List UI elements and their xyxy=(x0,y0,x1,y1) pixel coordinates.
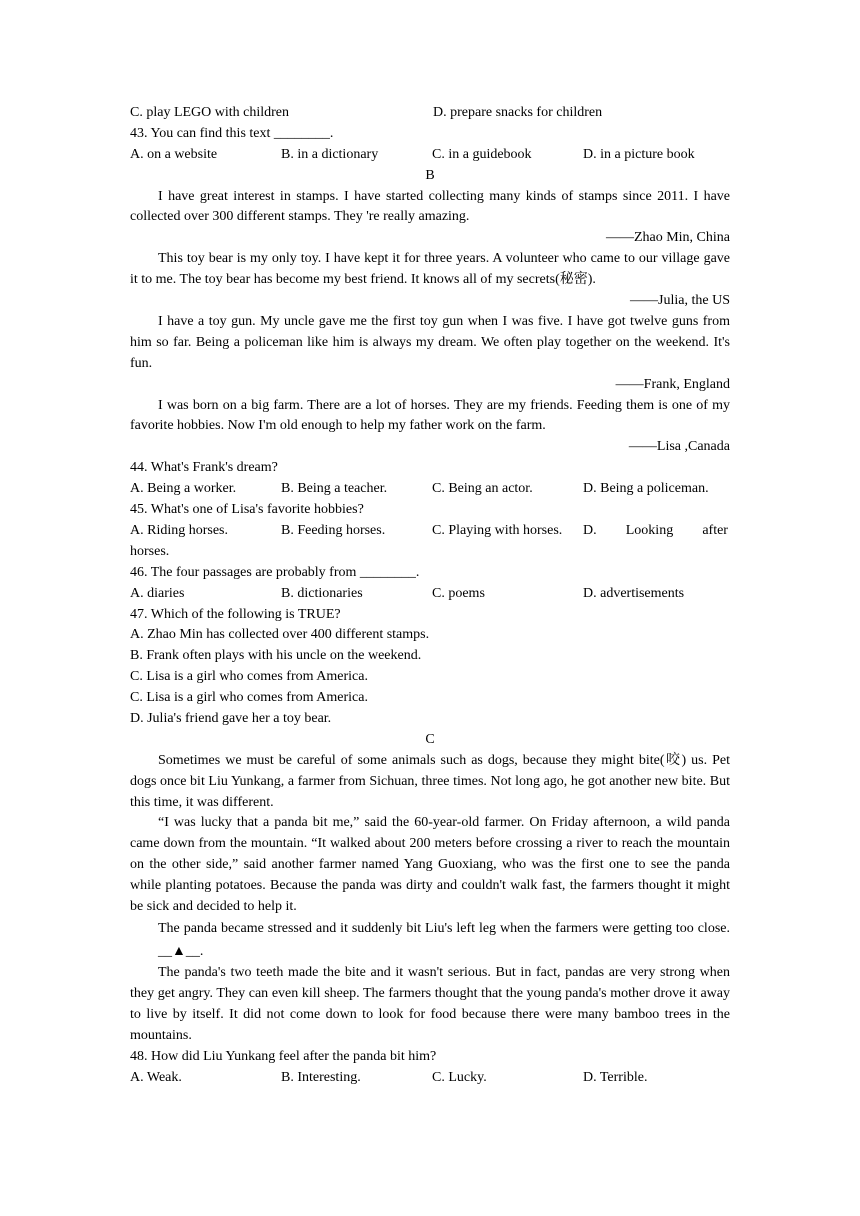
passage-julia: This toy bear is my only toy. I have kept it for three years. A volunteer who came to our village gave it to me. The toy bear has become my best friend. It knows all of my secrets(秘密). xyxy=(130,251,730,288)
q45-options xyxy=(130,521,730,542)
option-d: D. prepare snacks for children xyxy=(433,105,603,120)
q47-question: 47. Which of the following is TRUE? xyxy=(130,606,341,622)
option-c: C. Playing with horses. xyxy=(432,522,563,538)
option-c: C. in a guidebook xyxy=(432,146,532,162)
option-b: B. in a dictionary xyxy=(281,146,379,162)
option-d xyxy=(583,521,728,542)
q45-question: 45. What's one of Lisa's favorite hobbies? xyxy=(130,502,364,518)
option-c: C. Lucky. xyxy=(432,1069,487,1085)
option-d: D. Being a policeman. xyxy=(583,481,709,497)
q43-question: 43. You can find this text ________. xyxy=(130,125,334,141)
option-b: B. Being a teacher. xyxy=(281,481,388,497)
section-c-label: C xyxy=(425,731,435,747)
paragraph-3-text: The panda became stressed and it suddenly bit Liu's left leg when the farmers were getting too close. xyxy=(158,921,730,936)
option-d-letter: D. xyxy=(583,522,597,538)
option-c: C. play LEGO with children xyxy=(130,105,290,120)
passage-c-paragraph-3 xyxy=(130,918,730,963)
signature-lisa: ——Lisa ,Canada xyxy=(628,439,730,455)
q47-option-c: C. Lisa is a girl who comes from America. xyxy=(130,669,368,685)
q47-option-c-duplicate: C. Lisa is a girl who comes from America. xyxy=(130,690,368,706)
q47-option-b: B. Frank often plays with his uncle on the weekend. xyxy=(130,648,422,664)
q45-option-d-wrap: horses. xyxy=(130,543,170,559)
option-d-word2: after xyxy=(702,522,728,538)
q43-options xyxy=(130,145,730,166)
passage-c-paragraph-1: Sometimes we must be careful of some animals such as dogs, because they might bite(咬) us. Pet dogs once bit Liu Yunkang, a farmer from Sichuan, three times. Not long ago, he got another new bite. But this time, it was different. xyxy=(130,752,730,810)
option-a: A. Being a worker. xyxy=(130,481,237,497)
option-a: A. Riding horses. xyxy=(130,522,228,538)
q47-option-a: A. Zhao Min has collected over 400 different stamps. xyxy=(130,627,430,643)
q46-options xyxy=(130,584,730,605)
option-d: D. advertisements xyxy=(583,585,685,601)
q44-question: 44. What's Frank's dream? xyxy=(130,460,278,476)
exam-page xyxy=(130,103,730,1088)
section-b-label: B xyxy=(425,167,435,183)
option-b: B. Interesting. xyxy=(281,1069,361,1085)
signature-julia: ——Julia, the US xyxy=(630,293,730,309)
option-b: B. Feeding horses. xyxy=(281,522,386,538)
paragraph-3-end: . xyxy=(199,943,204,959)
q44-options xyxy=(130,479,730,500)
q48-options xyxy=(130,1068,730,1089)
q48-question: 48. How did Liu Yunkang feel after the panda bit him? xyxy=(130,1048,437,1064)
passage-zhao-min: I have great interest in stamps. I have started collecting many kinds of stamps since 2011. I have collected over 300 different stamps. They 're really amazing. xyxy=(130,188,730,225)
passage-c-paragraph-2: “I was lucky that a panda bit me,” said the 60-year-old farmer. On Friday afternoon, a wild panda came down from the mountain. “It walked about 200 meters before crossing a river to reach the mountain on the other side,” said another farmer named Yang Guoxiang, who was the first one to see the panda while planting potatoes. Because the panda was dirty and couldn't walk fast, the farmers thought it might be sick and decided to help it. xyxy=(130,815,730,915)
answer-blank: __▲__ xyxy=(158,943,200,959)
option-a: A. diaries xyxy=(130,585,185,601)
q47-option-d: D. Julia's friend gave her a toy bear. xyxy=(130,710,332,726)
option-d: D. in a picture book xyxy=(583,146,695,162)
option-b: B. dictionaries xyxy=(281,585,363,601)
option-a: A. Weak. xyxy=(130,1069,182,1085)
passage-frank: I have a toy gun. My uncle gave me the first toy gun when I was five. I have got twelve guns from him so far. Being a policeman like him is always my dream. We often play together on the weekend. It's fun. xyxy=(130,313,730,371)
option-c: C. poems xyxy=(432,585,485,601)
signature-frank: ——Frank, England xyxy=(615,376,730,392)
option-d: D. Terrible. xyxy=(583,1069,648,1085)
option-d-word1: Looking xyxy=(625,522,674,538)
signature-zhao-min: ——Zhao Min, China xyxy=(605,230,730,246)
option-c: C. Being an actor. xyxy=(432,481,533,497)
passage-lisa: I was born on a big farm. There are a lot of horses. They are my friends. Feeding them is one of my favorite hobbies. Now I'm old enough to help my father work on the farm. xyxy=(130,397,730,434)
q42-options xyxy=(130,103,730,124)
option-a: A. on a website xyxy=(130,146,218,162)
q46-question: 46. The four passages are probably from ________. xyxy=(130,564,420,580)
passage-c-paragraph-4: The panda's two teeth made the bite and it wasn't serious. But in fact, pandas are very strong when they get angry. They can even kill sheep. The farmers thought that the young panda's mother drove it away to live by itself. It did not come down to look for food because there were many bamboo trees in the mountains. xyxy=(130,965,730,1043)
